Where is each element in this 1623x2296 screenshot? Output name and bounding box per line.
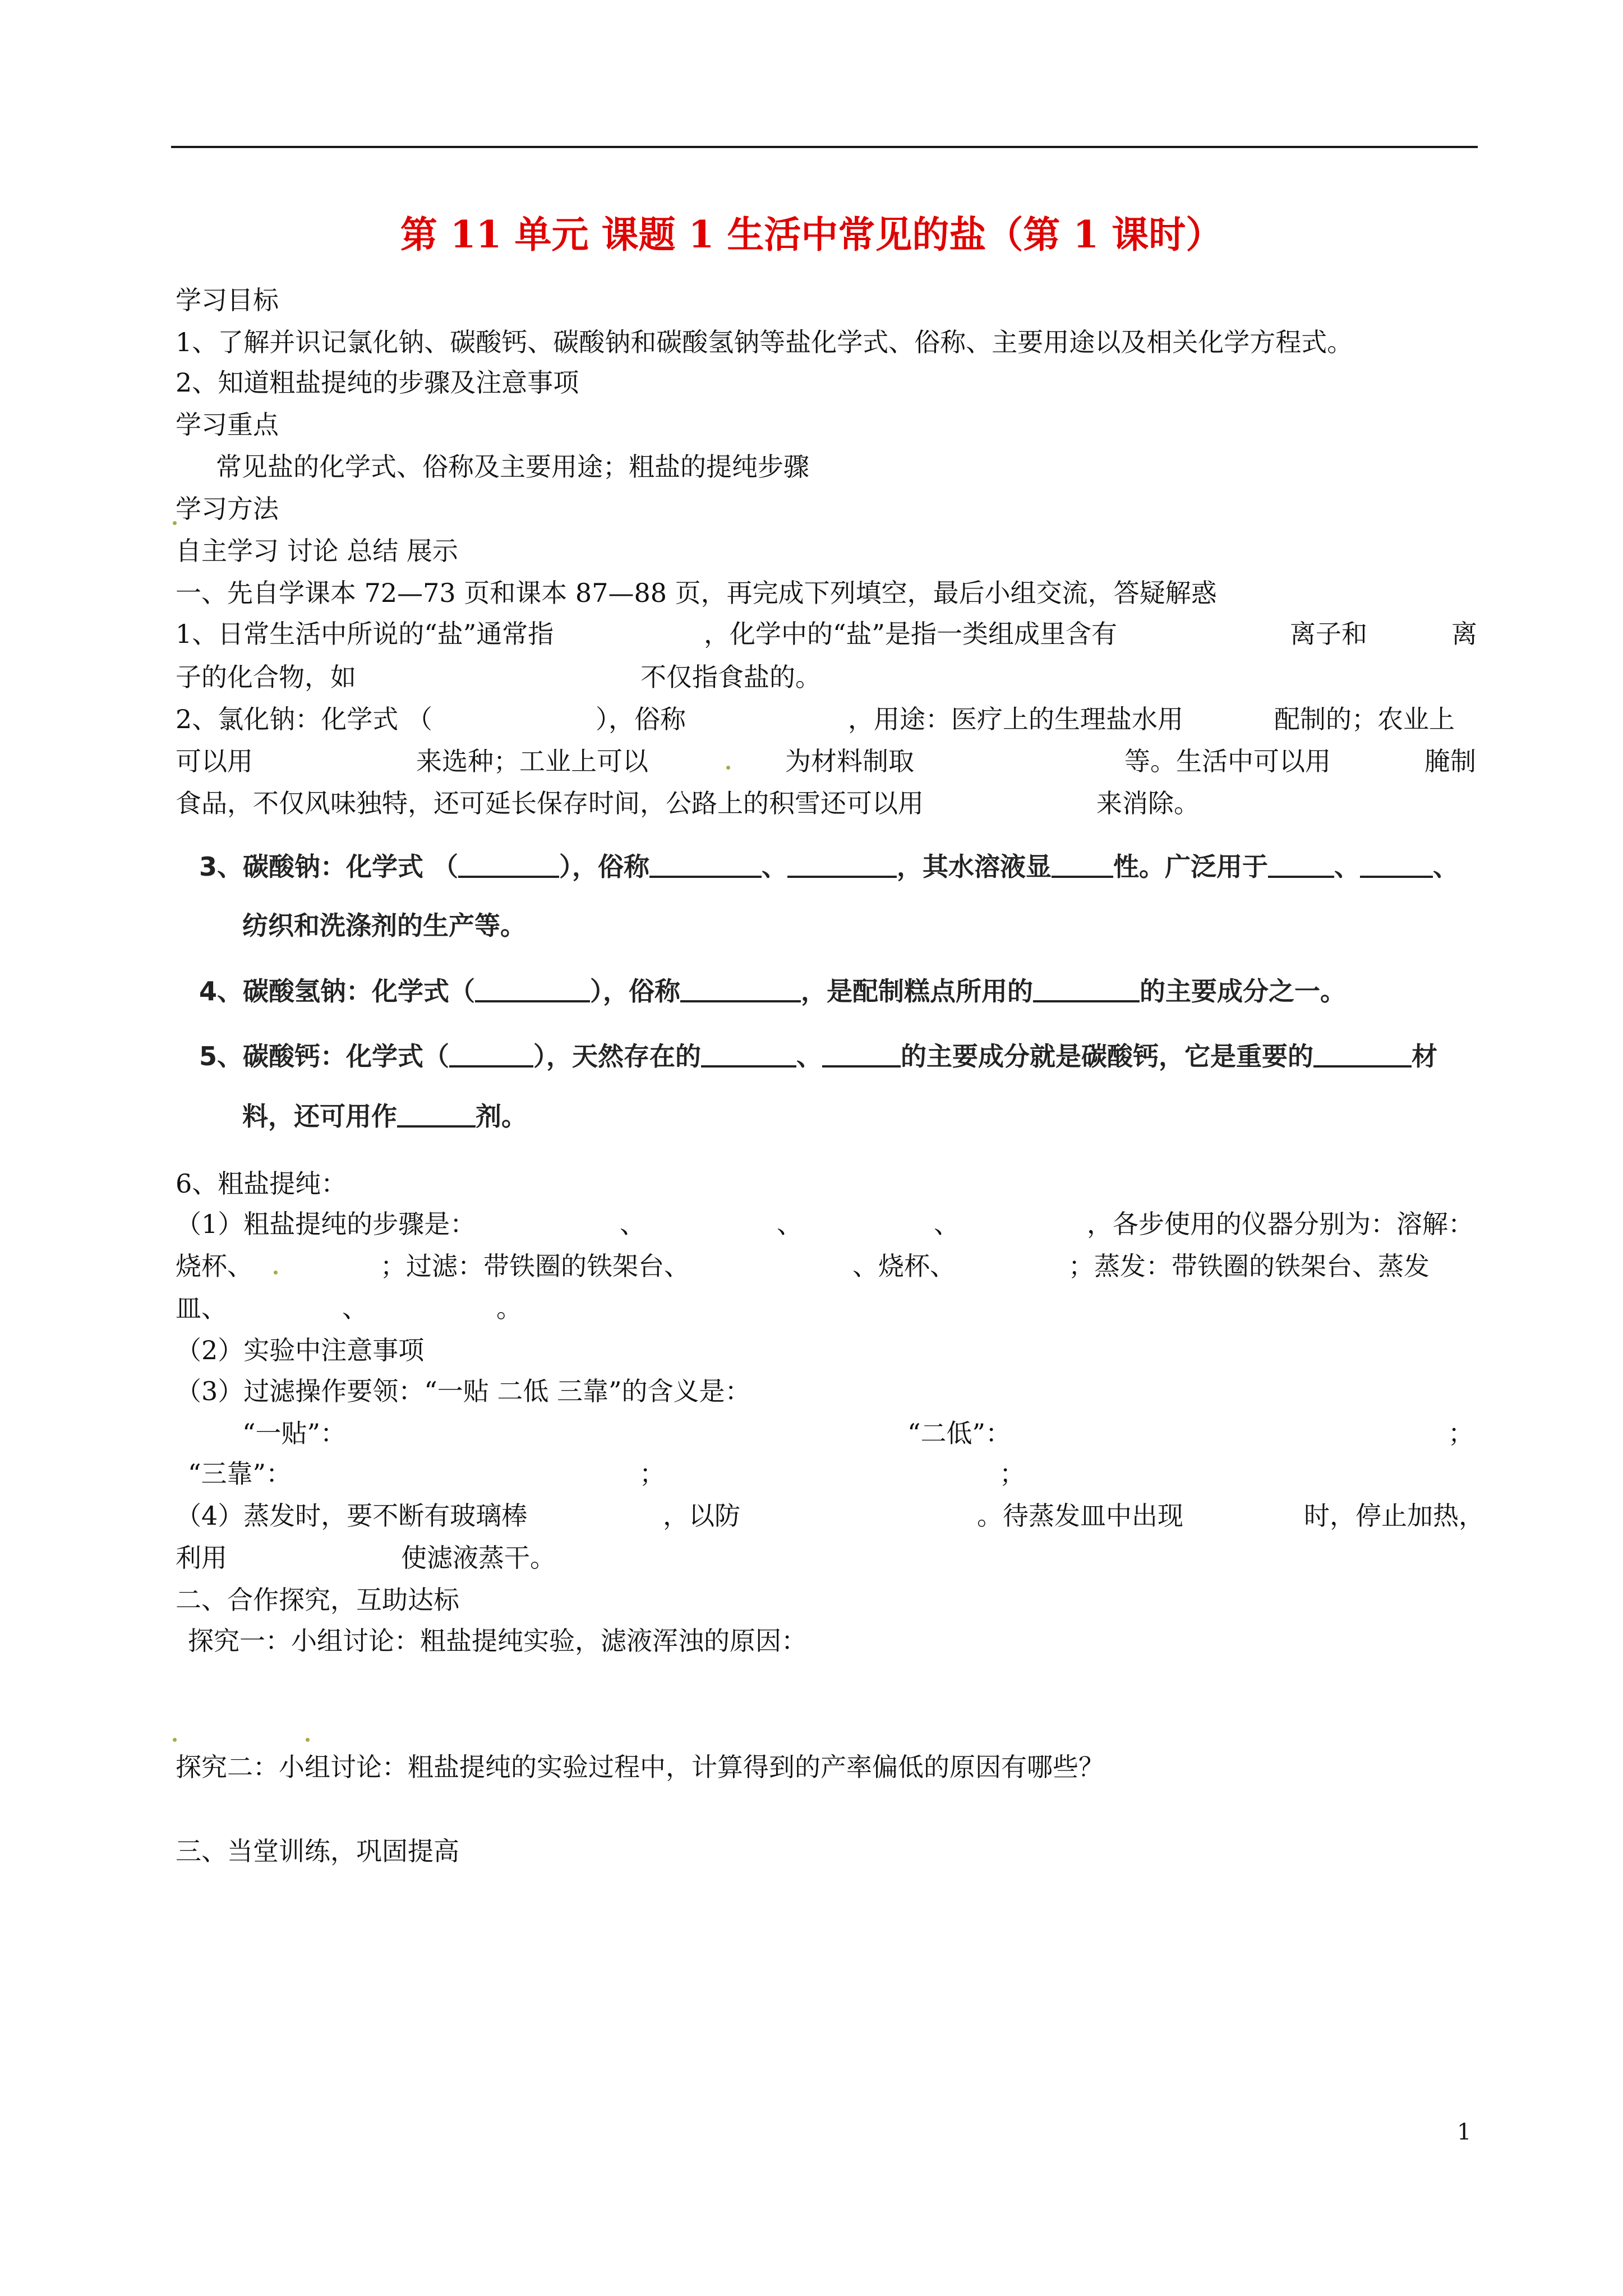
q6-s1-f: 烧杯、 <box>176 1251 253 1281</box>
q6-s1-h: 、烧杯、 <box>852 1251 956 1281</box>
part1-heading: 一、先自学课本 72—73 页和课本 87—88 页，再完成下列填空，最后小组交流，答疑解惑 <box>176 578 1217 608</box>
q1-text-c: 离子和 <box>1290 619 1367 649</box>
q2-text-e: 可以用 <box>176 746 253 776</box>
q2-text-d: 配制的；农业上 <box>1274 704 1455 734</box>
q6-s1-l: 。 <box>496 1293 522 1323</box>
part2-heading: 二、合作探究，互助达标 <box>176 1585 459 1615</box>
q1-text-f: 不仅指食盐的。 <box>640 662 821 692</box>
speck-mark <box>173 1738 177 1742</box>
q2-text-i: 腌制 <box>1424 746 1476 776</box>
q1-text-b: ，化学中的“盐”是指一类组成里含有 <box>704 619 1118 649</box>
focus-text: 常见盐的化学式、俗称及主要用途；粗盐的提纯步骤 <box>216 452 809 482</box>
q6-s3-c: “二低”： <box>907 1418 1012 1448</box>
q5-line-1: 5、碳酸钙：化学式（ ），天然存在的 、 的主要成分就是碳酸钙，它是重要的 材 <box>199 1041 1438 1071</box>
q2-text-g: 为材料制取 <box>785 746 914 776</box>
q1-text-e: 子的化合物，如 <box>176 662 356 692</box>
q6-s1-d: 、 <box>934 1209 960 1239</box>
q6-s3-d: ； <box>1448 1418 1474 1448</box>
q4-line: 4、碳酸氢钠：化学式（ ），俗称 ，是配制糕点所用的 的主要成分之一。 <box>199 976 1347 1006</box>
q6-s2: （2）实验中注意事项 <box>176 1335 425 1365</box>
q6-s1-a: （1）粗盐提纯的步骤是： <box>176 1209 476 1239</box>
inquiry-1: 探究一：小组讨论：粗盐提纯实验，滤液浑浊的原因： <box>188 1626 807 1656</box>
method-text: 自主学习 讨论 总结 展示 <box>176 536 458 566</box>
q2-text-a: 2、氯化钠：化学式 （ <box>176 704 432 734</box>
q6-heading: 6、粗盐提纯： <box>176 1168 347 1199</box>
q6-s4-a: （4）蒸发时，要不断有玻璃棒 <box>176 1501 528 1531</box>
q5-line-2: 料，还可用作 剂。 <box>242 1101 527 1131</box>
speck-mark <box>726 766 730 770</box>
q6-s1-i: ；蒸发：带铁圈的铁架台、蒸发 <box>1068 1251 1430 1281</box>
q2-text-f: 来选种；工业上可以 <box>416 746 648 776</box>
q6-s1-g: ；过滤：带铁圈的铁架台、 <box>380 1251 690 1281</box>
q6-s3-f: ； <box>639 1458 665 1489</box>
q6-s3-b: “一贴”： <box>242 1418 347 1448</box>
page-number: 1 <box>1457 2119 1472 2145</box>
page-title: 第 11 单元 课题 1 生活中常见的盐（第 1 课时） <box>400 213 1223 256</box>
q2-text-h: 等。生活中可以用 <box>1124 746 1331 776</box>
q6-s4-d: 时，停止加热， <box>1304 1501 1484 1531</box>
q6-s1-k: 、 <box>342 1293 368 1323</box>
part3-heading: 三、当堂训练，巩固提高 <box>176 1836 459 1866</box>
speck-mark <box>274 1271 278 1274</box>
q2-text-c: ，用途：医疗上的生理盐水用 <box>848 704 1183 734</box>
q3-line-1: 3、碳酸钠：化学式 （ ），俗称 、 ，其水溶液显 性。广泛用于 、 、 <box>199 852 1459 882</box>
q6-s1-j: 皿、 <box>176 1293 227 1323</box>
q6-s3-e: “三靠”： <box>188 1458 292 1489</box>
q2-text-b: ），俗称 <box>596 704 686 734</box>
focus-heading: 学习重点 <box>176 409 279 440</box>
q6-s4-f: 使滤液蒸干。 <box>401 1543 556 1573</box>
q6-s4-e: 利用 <box>176 1543 227 1573</box>
q6-s1-e: ，各步使用的仪器分别为：溶解： <box>1087 1209 1474 1239</box>
q6-s1-b: 、 <box>620 1209 645 1239</box>
q1-text-d: 离 <box>1451 619 1477 649</box>
q2-text-j: 食品，不仅风味独特，还可延长保存时间，公路上的积雪还可以用 <box>176 788 924 818</box>
q1-text-a: 1、日常生活中所说的“盐”通常指 <box>176 619 554 649</box>
goal-item-2: 2、知道粗盐提纯的步骤及注意事项 <box>176 367 579 398</box>
inquiry-2: 探究二：小组讨论：粗盐提纯的实验过程中，计算得到的产率偏低的原因有哪些？ <box>176 1752 1104 1782</box>
header-rule <box>171 146 1478 148</box>
q6-s4-b: ，以防 <box>663 1501 740 1531</box>
method-heading: 学习方法 <box>176 494 279 524</box>
q6-s3-a: （3）过滤操作要领：“一贴 二低 三靠”的含义是： <box>176 1376 751 1406</box>
goal-item-1: 1、了解并识记氯化钠、碳酸钙、碳酸钠和碳酸氢钠等盐化学式、俗称、主要用途以及相关化学方程式。 <box>176 327 1353 357</box>
q6-s1-c: 、 <box>777 1209 803 1239</box>
goals-heading: 学习目标 <box>176 285 279 315</box>
q3-line-2: 纺织和洗涤剂的生产等。 <box>242 910 526 941</box>
q6-s4-c: 。待蒸发皿中出现 <box>977 1501 1183 1531</box>
q2-text-k: 来消除。 <box>1096 788 1200 818</box>
q6-s3-g: ； <box>999 1458 1025 1489</box>
speck-mark <box>306 1738 310 1742</box>
